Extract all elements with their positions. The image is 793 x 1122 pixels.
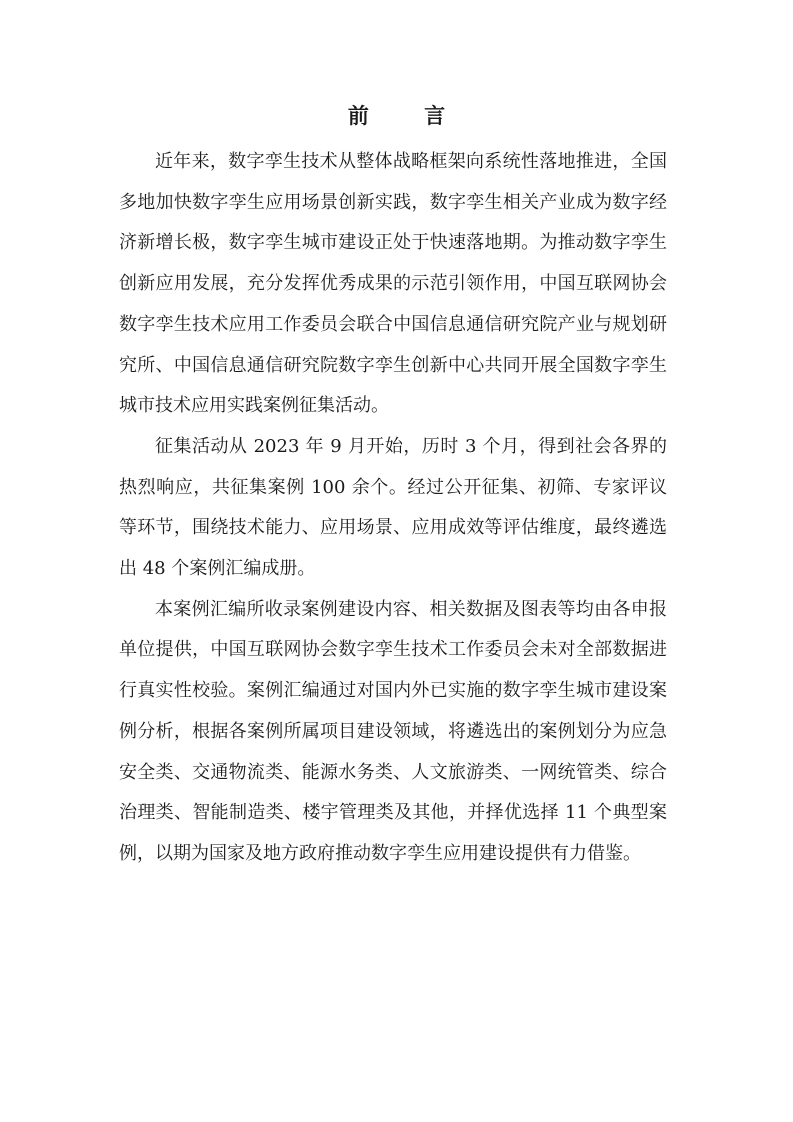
paragraph-2: 征集活动从 2023 年 9 月开始，历时 3 个月，得到社会各界的热烈响应，共征集案例 100 余个。经过公开征集、初筛、专家评议等环节，围绕技术能力、应用场景、应用成效等评估维度，最终遴选出 48 个案例汇编成册。 (119, 435, 667, 580)
body-text (119, 142, 667, 875)
paragraph-1: 近年来，数字孪生技术从整体战略框架向系统性落地推进，全国多地加快数字孪生应用场景创新实践，数字孪生相关产业成为数字经济新增长极，数字孪生城市建设正处于快速落地期。为推动数字孪生创新应用发展，充分发挥优秀成果的示范引领作用，中国互联网协会数字孪生技术应用工作委员会联合中国信息通信研究院产业与规划研究所、中国信息通信研究院数字孪生创新中心共同开展全国数字孪生城市技术应用实践案例征集活动。 (119, 151, 667, 417)
paragraph-3: 本案例汇编所收录案例建设内容、相关数据及图表等均由各申报单位提供，中国互联网协会数字孪生技术工作委员会未对全部数据进行真实性校验。案例汇编通过对国内外已实施的数字孪生城市建设案例分析，根据各案例所属项目建设领域，将遴选出的案例划分为应急安全类、交通物流类、能源水务类、人文旅游类、一网统管类、综合治理类、智能制造类、楼宇管理类及其他，并择优选择 11 个典型案例，以期为国家及地方政府推动数字孪生应用建设提供有力借鉴。 (119, 598, 667, 864)
page-title: 前 言 (347, 104, 470, 128)
